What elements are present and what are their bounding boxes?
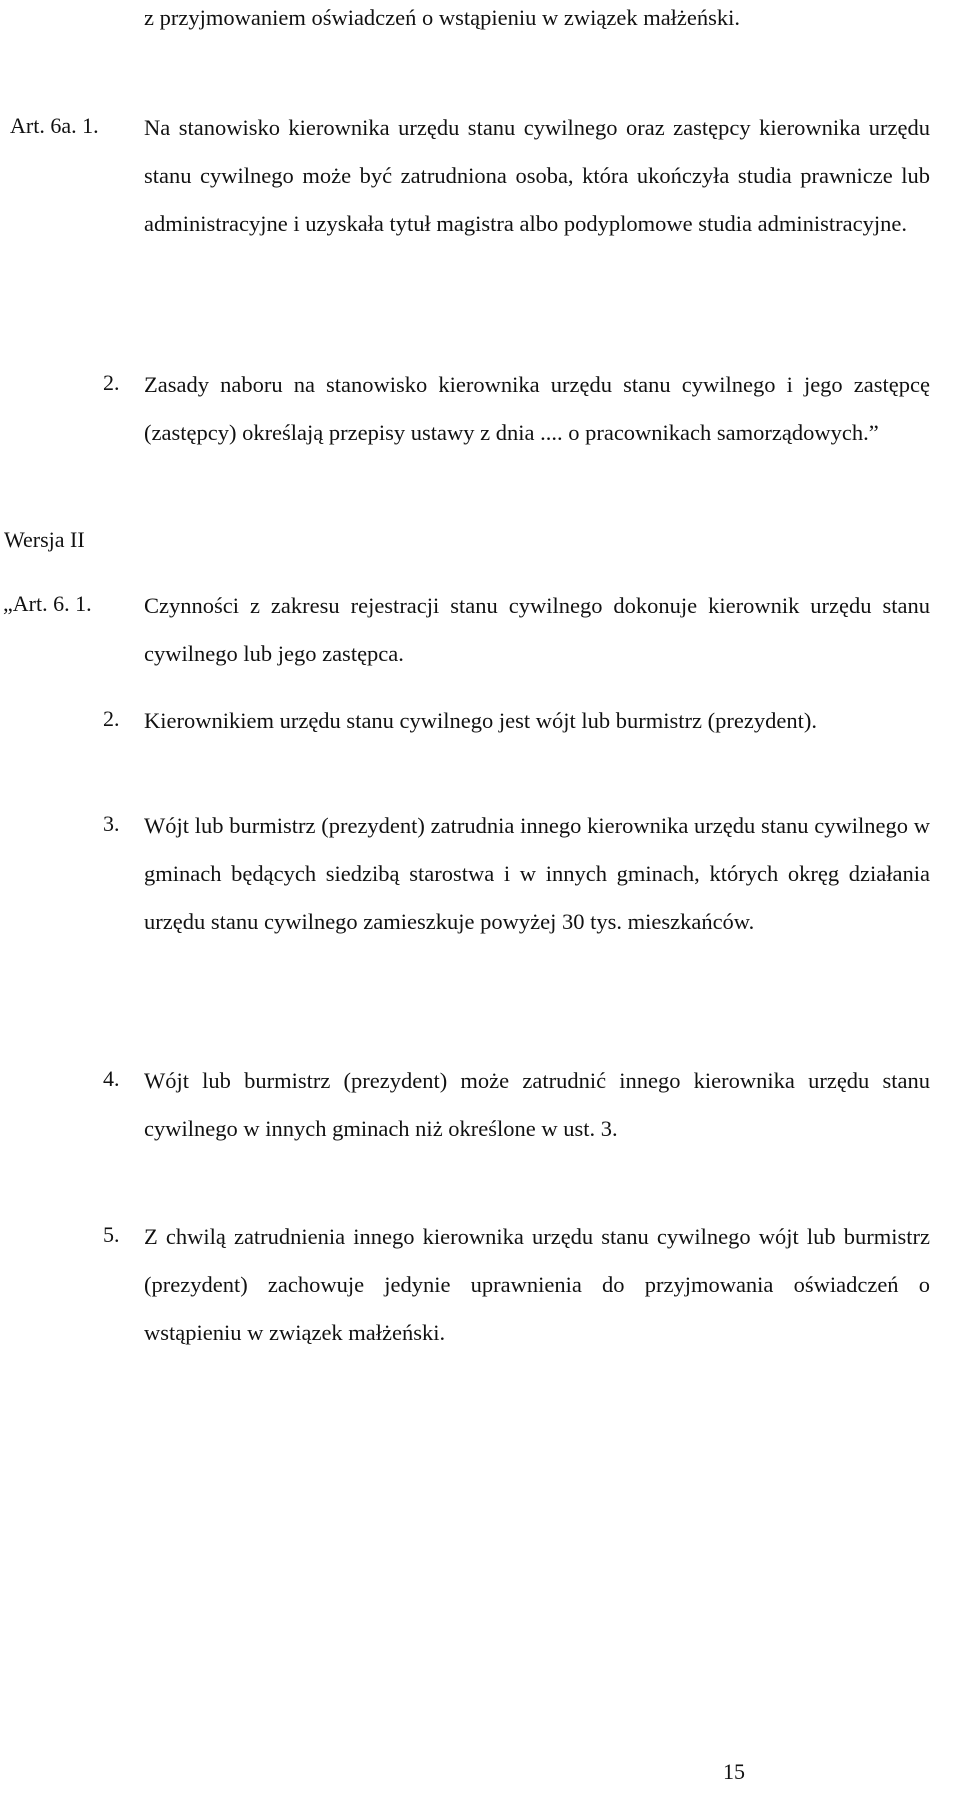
article-6a-paragraph-2-number: 2. [103,370,120,395]
article-6-paragraph-5: Z chwilą zatrudnienia innego kierownika urzędu stanu cywilnego wójt lub burmistrz (prezydent) zachowuje jedynie uprawnienia do przyjmowania oświadczeń o wstąpieniu w związek małżeński. [144,1224,930,1345]
article-6-paragraph-4: Wójt lub burmistrz (prezydent) może zatrudnić innego kierownika urzędu stanu cywilnego w innych gminach niż określone w ust. 3. [144,1068,930,1141]
article-6-paragraph-2: Kierownikiem urzędu stanu cywilnego jest wójt lub burmistrz (prezydent). [144,708,817,733]
version-heading: Wersja II [4,527,85,552]
article-6-paragraph-4-number: 4. [103,1066,120,1091]
article-6-paragraph-5-number: 5. [103,1222,120,1247]
article-6-paragraph-3: Wójt lub burmistrz (prezydent) zatrudnia innego kierownika urzędu stanu cywilnego w gminach będących siedzibą starostwa i w innych gminach, których okręg działania urzędu stanu cywilnego zamieszkuje powyżej 30 tys. mieszkańców. [144,813,930,934]
continuation-paragraph: z przyjmowaniem oświadczeń o wstąpieniu w związek małżeński. [144,5,741,30]
page-number: 15 [723,1759,745,1784]
article-6-paragraph-3-number: 3. [103,811,120,836]
article-6a-paragraph-2: Zasady naboru na stanowisko kierownika urzędu stanu cywilnego i jego zastępcę (zastępcy) określają przepisy ustawy z dnia .... o pracownikach samorządowych.” [144,372,930,445]
article-6a-paragraph-1: Na stanowisko kierownika urzędu stanu cywilnego oraz zastępcy kierownika urzędu stanu cywilnego może być zatrudniona osoba, która ukończyła studia prawnicze lub administracyjne i uzyskała tytuł magistra albo podyplomowe studia administracyjne. [144,115,930,236]
article-6-paragraph-1: Czynności z zakresu rejestracji stanu cywilnego dokonuje kierownik urzędu stanu cywilnego lub jego zastępca. [144,593,930,666]
article-6a-label: Art. 6a. 1. [10,113,99,138]
article-6-paragraph-2-number: 2. [103,706,120,731]
article-6-label: „Art. 6. 1. [3,591,92,616]
